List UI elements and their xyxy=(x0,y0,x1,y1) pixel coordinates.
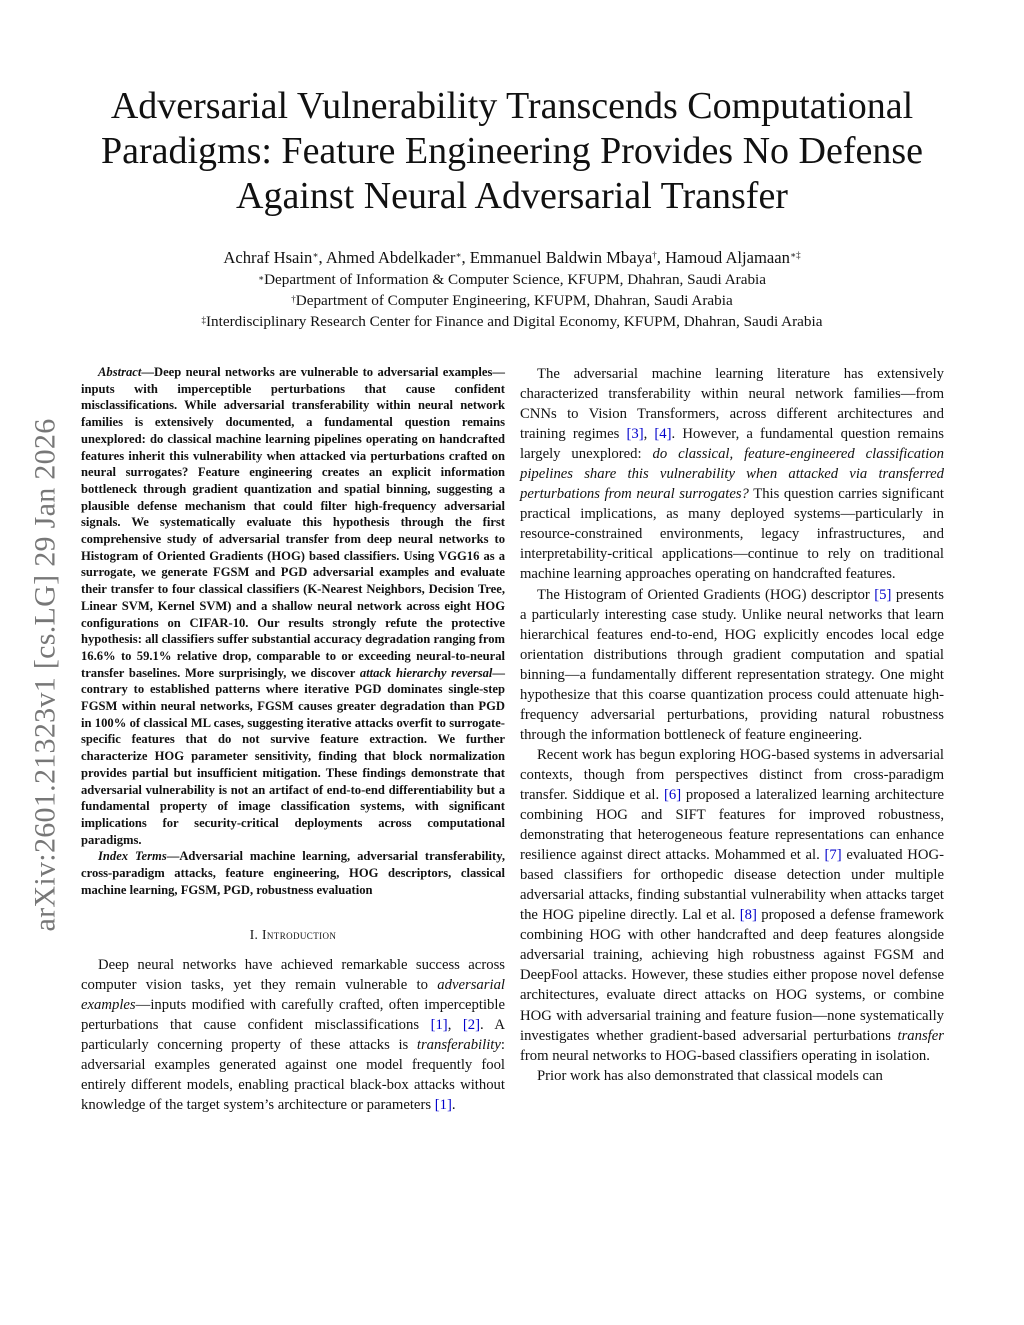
right-column xyxy=(520,364,944,1086)
affiliation xyxy=(70,312,954,332)
abstract xyxy=(81,364,505,848)
text-run: proposed a defense framework combining HOG with other handcrafted and deep features alongside adversarial training, achieving high robustness against FGSM and DeepFool attacks. However, these studies either propose novel defense architectures, evaluate direct attacks on HOG systems, or combine HOG with adversarial training and feature fusion—none systematically investigates whether gradient-based adversarial perturbations xyxy=(520,907,944,1044)
author-name: Ahmed Abdelkader xyxy=(325,248,456,267)
citation-link[interactable]: [3] xyxy=(626,426,644,443)
body-paragraph xyxy=(520,745,944,1066)
emphasis: transferability xyxy=(416,1036,501,1053)
citation-link[interactable]: [4] xyxy=(654,426,672,443)
left-column xyxy=(81,364,505,1115)
emphasis: transfer xyxy=(897,1027,944,1044)
affiliation-text: Interdisciplinary Research Center for Finance and Digital Economy, KFUPM, Dhahran, Saudi Arabia xyxy=(206,313,823,330)
arxiv-identifier-text[interactable]: arXiv:2601.21323v1 [cs.LG] 29 Jan 2026 xyxy=(28,418,61,932)
citation-link[interactable]: [8] xyxy=(739,907,757,924)
author-name: Emmanuel Baldwin Mbaya xyxy=(469,248,653,267)
body-paragraph xyxy=(520,364,944,585)
section-numeral: I. xyxy=(249,926,259,942)
author-mark: ∗ xyxy=(455,250,462,260)
text-run: from neural networks to HOG-based classifiers operating in isolation. xyxy=(520,1047,930,1064)
abstract-text: —Deep neural networks are vulnerable to adversarial examples—inputs with imperceptible perturbations that cause confident misclassifications. While adversarial transferability within neural network families is extensively documented, a fundamental question remains unexplored: do classical machine learning pipelines operating on handcrafted features inherit this vulnerability when attacked via perturbations crafted on neural surrogates? Feature engineering creates an explicit information bottleneck through gradient quantization and spatial binning, suggesting a plausible defense mechanism that could filter high-frequency adversarial signals. We systematically evaluate this hypothesis through the first comprehensive study of adversarial transfer from deep neural networks to Histogram of Oriented Gradients (HOG) based classifiers. Using VGG16 as a surrogate, we generate FGSM and PGD adversarial examples and evaluate their transfer to four classical classifiers (K-Nearest Neighbors, Decision Tree, Linear SVM, Kernel SVM) and a shallow neural network across eight HOG configurations on CIFAR-10. Our results strongly refute the protective hypothesis: all classifiers suffer substantial accuracy degradation ranging from 16.6% to 59.1% relative drop, comparable to or exceeding neural-to-neural transfer baselines. More surprisingly, we discover xyxy=(81,365,505,680)
text-run: presents a particularly interesting case study. Unlike neural networks that learn hierarchical features end-to-end, HOG explicitly encodes local edge orientation distributions through gradient computation and spatial binning—a fundamentally different representation strategy. One might hypothesize that this coarse quantization process could attenuate high-frequency adversarial perturbations, providing natural robustness through the information bottleneck of feature engineering. xyxy=(520,586,944,743)
author-name: Hamoud Aljamaan xyxy=(665,248,790,267)
text-run: proposed a lateralized learning architecture combining HOG and SIFT features for improved robustness, demonstrating that heterogeneous feature representations can enhance resilience against direct attacks. Mohammed et al. xyxy=(520,786,944,864)
intro-paragraph xyxy=(81,955,505,1115)
section-heading-introduction xyxy=(81,927,505,943)
citation-link[interactable]: [1] xyxy=(430,1016,448,1033)
text-run: This question carries significant practical implications, as many deployed systems—particularly in resource-constrained environments, legacy infrastructures, and interpretability-critical applications—continue to rely on traditional machine learning approaches operating on handcrafted features. xyxy=(520,486,944,583)
author-list: Achraf Hsain∗, Ahmed Abdelkader∗, Emmanuel Baldwin Mbaya†, Hamoud Aljamaan∗‡ xyxy=(223,248,801,267)
paper-title: Adversarial Vulnerability Transcends Computational Paradigms: Feature Engineering Provides No Defense Against Neural Adversarial Transfer xyxy=(100,85,924,217)
author-mark: ∗‡ xyxy=(789,250,801,260)
affiliation-text: Department of Information & Computer Science, KFUPM, Dhahran, Saudi Arabia xyxy=(264,271,767,288)
citation-link[interactable]: [5] xyxy=(874,586,892,603)
abstract-text: —contrary to established patterns where iterative PGD dominates single-step FGSM within neural networks, FGSM causes greater degradation than PGD in 100% of classical ML cases, suggesting iterative attacks overfit to surrogate-specific features that do not survive feature extraction. We further characterize HOG parameter sensitivity, finding that block normalization provides partial but insufficient mitigation. These findings demonstrate that adversarial vulnerability is not an artifact of end-to-end differentiability but a fundamental property of image classification systems, with significant implications for security-critical deployments across computational paradigms. xyxy=(81,665,505,847)
citation-link[interactable]: [6] xyxy=(663,786,682,803)
text-run: , xyxy=(643,426,655,443)
author-mark: † xyxy=(652,250,657,260)
affiliation-mark: ∗ xyxy=(257,273,265,283)
author-name: Achraf Hsain xyxy=(223,248,313,267)
emphasis: adversarial examples xyxy=(81,976,505,1013)
text-run: . However, a fundamental question remains largely unexplored: xyxy=(520,426,944,463)
text-run: evaluated HOG-based classifiers for orthopedic disease detection under multiple adversarial attacks, finding substantial vulnerability when attacks target the HOG pipeline directly. Lal et al. xyxy=(520,847,944,924)
text-run: The Histogram of Oriented Gradients (HOG) descriptor xyxy=(537,586,875,603)
body-paragraph: Prior work has also demonstrated that classical models can xyxy=(537,1067,883,1084)
text-run: Deep neural networks have achieved remarkable success across computer vision tasks, yet they remain vulnerable to xyxy=(81,956,505,993)
index-terms-label: Index Terms xyxy=(98,849,167,864)
abstract-label: Abstract xyxy=(98,365,142,379)
text-run: : adversarial examples generated against one model frequently fool entirely different models, enabling practical black-box attacks without knowledge of the target system’s architecture or parameters xyxy=(81,1036,505,1113)
citation-link[interactable]: [1] xyxy=(434,1096,452,1113)
text-run: . xyxy=(451,1096,456,1113)
arxiv-side-identifier xyxy=(23,375,67,975)
text-run: , xyxy=(447,1016,463,1033)
abstract-emphasis: attack hierarchy reversal xyxy=(359,665,493,680)
author-mark: ∗ xyxy=(312,250,319,260)
text-run: Recent work has begun exploring HOG-based systems in adversarial contexts, though from perspectives distinct from cross-paradigm transfer. Siddique et al. xyxy=(520,746,944,803)
section-title: Introduction xyxy=(262,926,337,942)
affiliation xyxy=(70,270,954,290)
text-run: —inputs modified with carefully crafted, often imperceptible perturbations that cause confident misclassifications xyxy=(81,996,505,1033)
citation-link[interactable]: [7] xyxy=(824,847,842,864)
emphasis: do classical, feature-engineered classification pipelines share this vulnerability when attacked via transferred perturbations from neural surrogates? xyxy=(520,446,944,503)
affiliation-text: Department of Computer Engineering, KFUPM, Dhahran, Saudi Arabia xyxy=(295,292,733,309)
text-run: . A particularly concerning property of these attacks is xyxy=(81,1016,506,1053)
text-run: The adversarial machine learning literature has extensively characterized transferability within neural network families—from CNNs to Vision Transformers, across different architectures and training regimes xyxy=(520,366,944,443)
affiliation-mark: ‡ xyxy=(201,315,206,325)
affiliation-mark: † xyxy=(291,294,296,304)
citation-link[interactable]: [2] xyxy=(462,1016,481,1033)
body-paragraph xyxy=(520,585,944,745)
index-terms-text: —Adversarial machine learning, adversarial transferability, cross-paradigm attacks, feature engineering, HOG descriptors, classical machine learning, FGSM, PGD, robustness evaluation xyxy=(81,849,505,897)
index-terms xyxy=(81,848,505,898)
affiliation xyxy=(70,291,954,311)
